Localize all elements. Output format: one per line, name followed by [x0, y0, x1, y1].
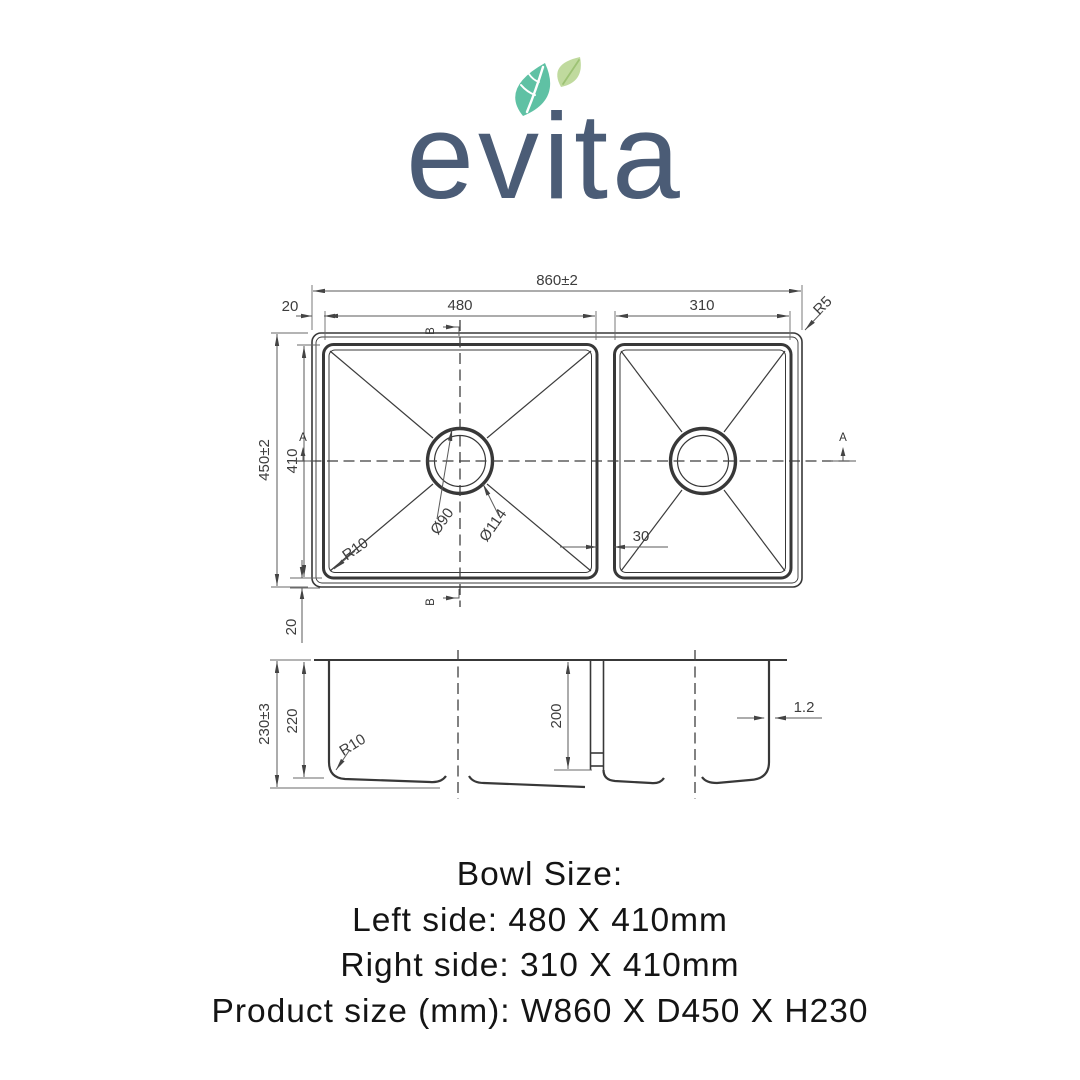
dim-rim-bottom-label: 20: [283, 618, 300, 636]
brand-wordmark: evita: [406, 88, 684, 224]
dim-rim-left-label: 20: [281, 298, 299, 315]
section-marker-b-bottom: [425, 589, 459, 606]
section-a-label: A: [839, 432, 847, 444]
section-marker-b-top: [425, 325, 459, 336]
dim-overall-height-label: 230±3: [256, 703, 273, 745]
section-marker-a-right: [831, 432, 856, 461]
dim-divider-height: [548, 662, 592, 770]
dim-drain-inner-label: Ø90: [427, 504, 458, 538]
flange-inner-edge: [316, 337, 798, 583]
top-view: [294, 320, 850, 607]
dim-right-bowl-width-label: 310: [689, 297, 715, 314]
section-b-label: B: [425, 327, 437, 335]
section-b-label: B: [425, 598, 437, 606]
dim-divider-height-label: 200: [548, 703, 565, 729]
spec-text-block: [0, 852, 1080, 1034]
dim-corner-radius-label: R5: [810, 293, 836, 319]
dim-bottom-corner-radius-label: R10: [336, 730, 369, 760]
spec-title: Bowl Size:: [456, 856, 624, 893]
dim-overall-depth-label: 450±2: [256, 439, 273, 481]
section-a-label: A: [299, 432, 307, 444]
side-right-bowl-bottom-left: [604, 770, 665, 783]
spec-left-bowl-size: Left side: 480 X 410mm: [352, 901, 728, 939]
dim-divider-width-label: 30: [632, 528, 650, 545]
dim-inner-depth: [284, 662, 324, 778]
dim-drain-outer: [476, 484, 510, 545]
dim-bottom-corner-radius: [336, 731, 369, 770]
dim-bowl-corner-radius: [334, 534, 372, 569]
side-view-dimensions: [256, 660, 822, 788]
side-divider: [591, 661, 604, 770]
dim-bowl-depth-label: 410: [284, 448, 301, 474]
dim-wall-thickness: [737, 699, 822, 720]
dim-drain-outer-label: Ø114: [476, 505, 511, 545]
dim-inner-depth-label: 220: [284, 708, 301, 734]
dim-bowl-corner-radius-label: R10: [339, 534, 372, 565]
dim-overall-width-label: 860±2: [536, 272, 578, 289]
side-left-wall-and-bottom: [329, 660, 446, 782]
dim-corner-radius: [805, 293, 836, 330]
dim-wall-thickness-label: 1.2: [793, 699, 815, 716]
right-drain-inner: [678, 436, 729, 487]
spec-product-size: Product size (mm): W860 X D450 X H230: [211, 992, 869, 1030]
dim-left-bowl-width-label: 480: [447, 297, 473, 314]
dim-overall-width: [312, 272, 802, 330]
evita-logo: [406, 57, 684, 224]
side-left-bowl-bottom-right: [469, 776, 585, 787]
spec-right-bowl-size: Right side: 310 X 410mm: [340, 947, 740, 984]
side-right-bottom-and-wall: [702, 661, 769, 783]
